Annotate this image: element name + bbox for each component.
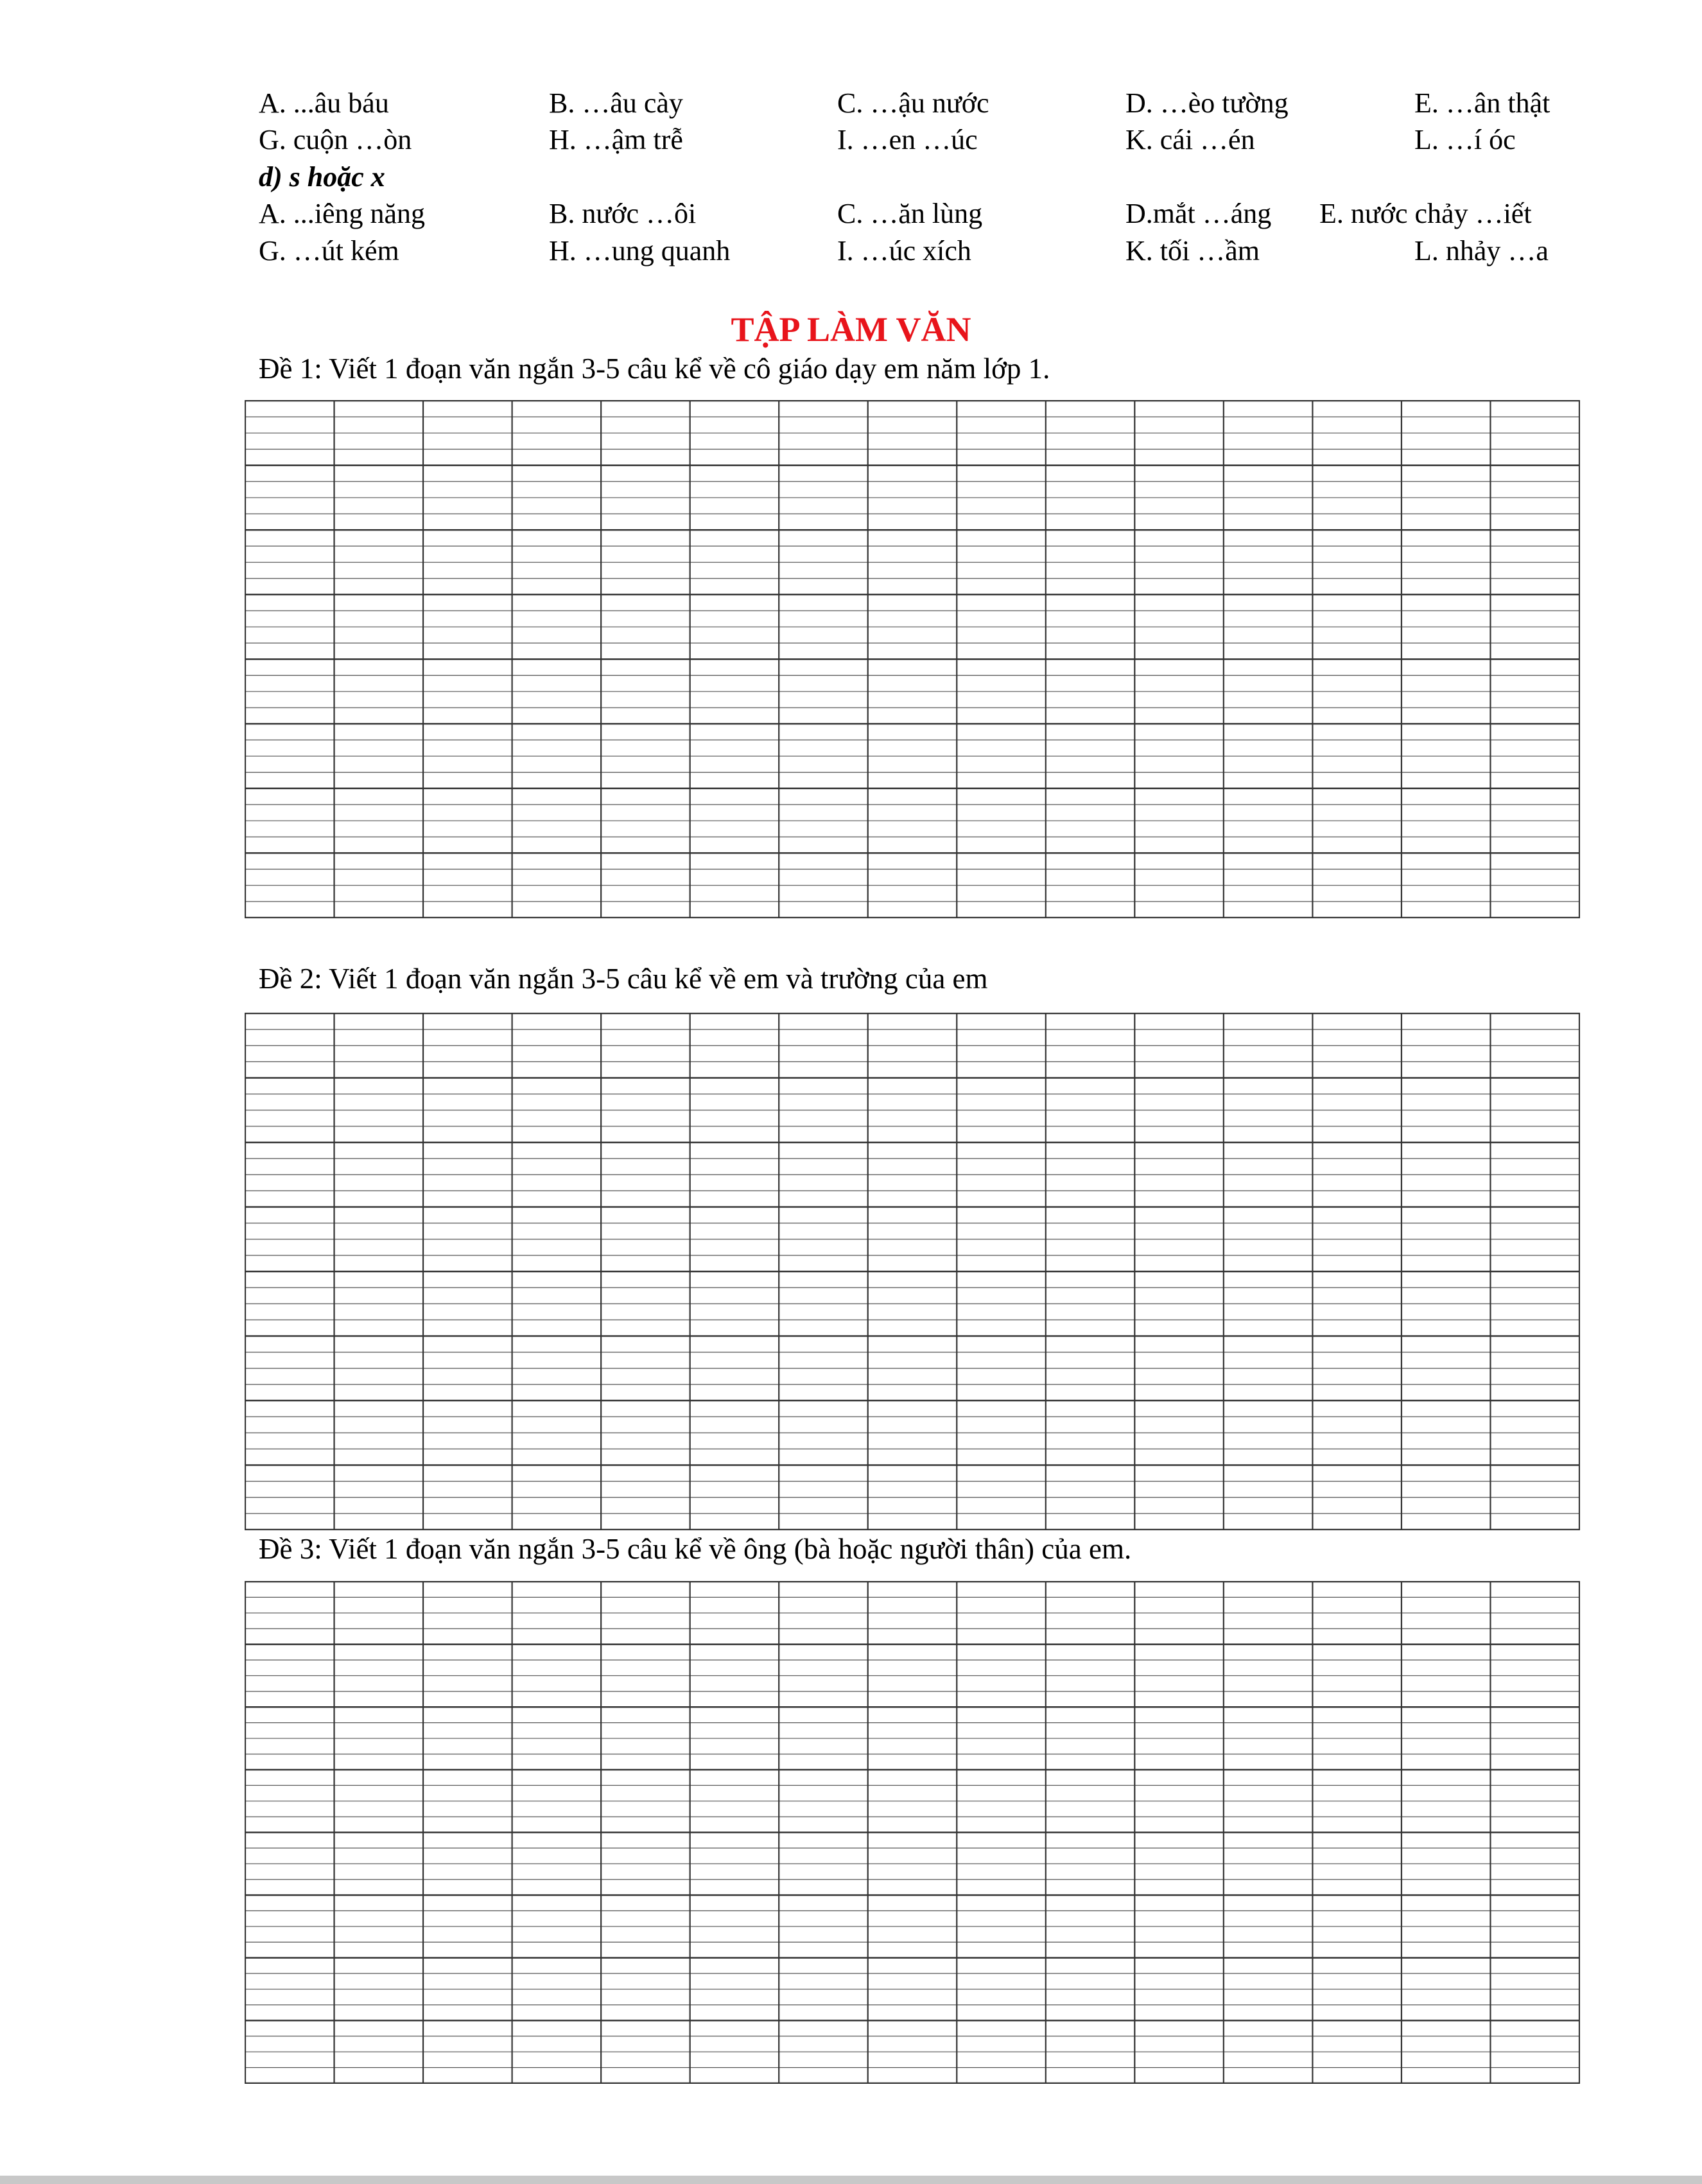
option-item: L. …í óc xyxy=(1414,124,1516,155)
option-item: E. …ân thật xyxy=(1414,87,1550,119)
option-item: K. tối …ầm xyxy=(1125,235,1260,266)
writing-grid-3 xyxy=(245,1581,1580,2084)
writing-grid-1 xyxy=(245,400,1580,918)
option-item: G. …út kém xyxy=(259,235,399,266)
option-item: B. …âu cày xyxy=(549,87,683,119)
option-item: I. …en …úc xyxy=(837,124,978,155)
writing-title: TẬP LÀM VĂN xyxy=(731,310,971,349)
option-item: C. …ậu nước xyxy=(837,87,989,119)
grid-lines xyxy=(245,1013,1580,1530)
exercise-d-row-1 xyxy=(0,195,1702,233)
option-item: H. …ậm trễ xyxy=(549,124,683,155)
exercise-c-row-1 xyxy=(0,84,1702,123)
grid-lines xyxy=(245,1581,1580,2084)
section-d-label: d) s hoặc x xyxy=(259,161,385,193)
option-item: L. nhảy …a xyxy=(1414,235,1549,266)
option-item: E. nước chảy …iết xyxy=(1319,198,1532,229)
option-item: A. ...âu báu xyxy=(259,87,389,119)
option-item: G. cuộn …òn xyxy=(259,124,412,155)
prompt-3: Đề 3: Viết 1 đoạn văn ngắn 3-5 câu kể về ông (bà hoặc người thân) của em. xyxy=(259,1533,1132,1565)
option-item: B. nước …ôi xyxy=(549,198,697,229)
option-item: I. …úc xích xyxy=(837,235,971,266)
page-bottom-edge xyxy=(0,2176,1702,2184)
grid-lines xyxy=(245,400,1580,918)
option-item: D. …èo tường xyxy=(1125,87,1289,119)
prompt-1: Đề 1: Viết 1 đoạn văn ngắn 3-5 câu kể về cô giáo dạy em năm lớp 1. xyxy=(259,353,1050,385)
option-item: C. …ăn lùng xyxy=(837,198,983,229)
writing-grid-2 xyxy=(245,1013,1580,1530)
section-d-heading xyxy=(0,158,1702,197)
option-item: H. …ung quanh xyxy=(549,235,731,266)
prompt-2: Đề 2: Viết 1 đoạn văn ngắn 3-5 câu kể về em và trường của em xyxy=(259,963,988,995)
option-item: A. ...iêng năng xyxy=(259,198,426,229)
exercise-c-row-2 xyxy=(0,121,1702,159)
exercise-d-row-2 xyxy=(0,232,1702,270)
option-item: K. cái …én xyxy=(1125,124,1255,155)
option-item: D.mắt …áng xyxy=(1125,198,1272,229)
